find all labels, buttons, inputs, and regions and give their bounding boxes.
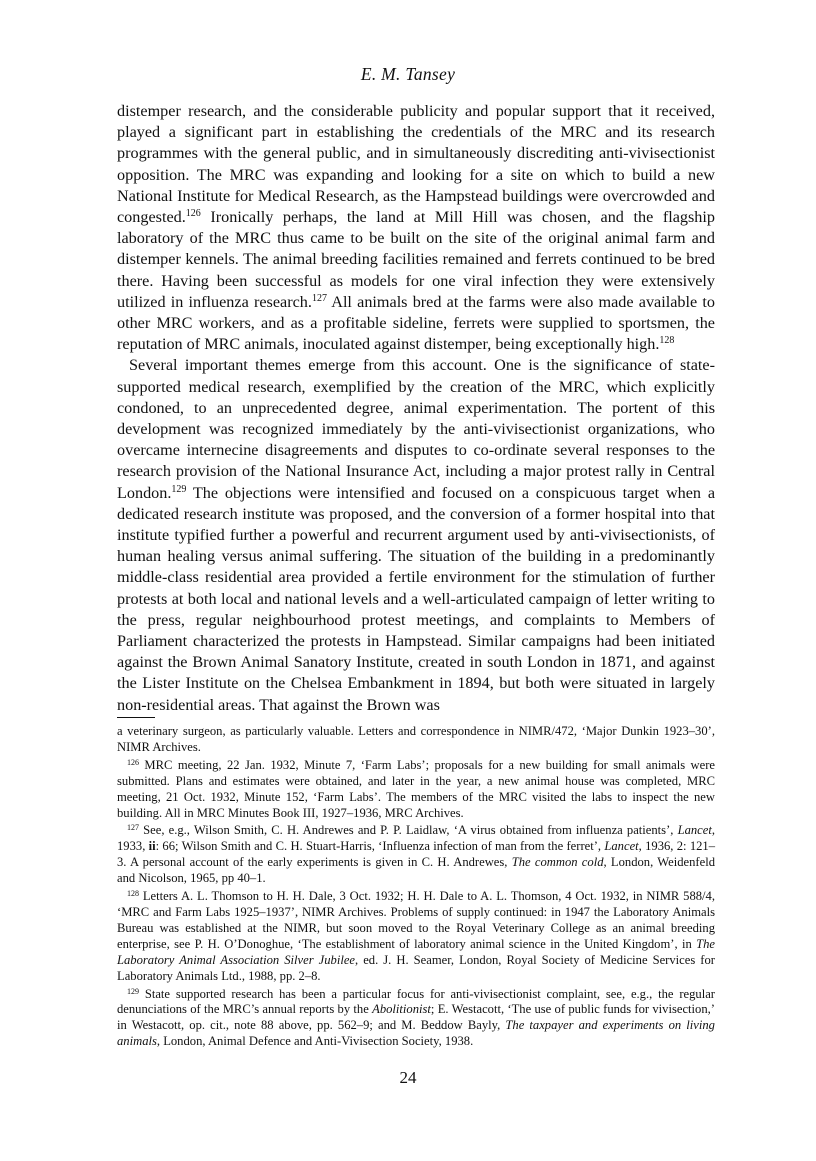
footnote-continued: a veterinary surgeon, as particularly valuable. Letters and correspondence in NIMR/472, ‘Major Dunkin 1923–30’, NIMR Archives.: [117, 724, 715, 754]
footnotes: [117, 724, 715, 1052]
page-number: 24: [399, 1068, 417, 1087]
footnote-ref-129[interactable]: 129: [171, 483, 187, 495]
footnote-ref-128[interactable]: 128: [659, 335, 675, 347]
paragraph-2: Several important themes emerge from this account. One is the significance of state-supported medical research, exemplified by the creation of the MRC, which explicitly condoned, to an unprecedented degree, animal experimentation. The portent of this development was recognized immediately by the anti-vivisectionist organizations, who overcame internecine disagreements and disputes to co-ordinate several responses to the research provision of the National Insurance Act, including a major protest rally in Central London.$^{129}$ The objections were intensified and focused on a conspicuous target when a dedicated research institute was proposed, and the conversion of a former hospital into that institute typified further a powerful and recurrent argument used by anti-vivisectionists, of human healing versus animal suffering. The situation of the building in a predominantly middle-class residential area provided a fertile environment for the stimulation of further protests at both local and national levels and a well-articulated campaign of letter writing to the press, regular neighbourhood protest meetings, and complaints to Members of Parliament characterized the protests in Hampstead. Similar campaigns had been initiated against the Brown Animal Sanatory Institute, created in south London in 1871, and against the Lister Institute on the Chelsea Embankment in 1894, but both were situated in largely non-residential areas. That against the Brown was: [117, 356, 715, 714]
footnote-ref-127[interactable]: 127: [311, 292, 327, 304]
footnote-ref-126[interactable]: 126: [185, 208, 201, 220]
footnote-number: 126: [127, 757, 139, 767]
footnote-number: 129: [127, 986, 139, 996]
running-head: E. M. Tansey: [360, 64, 456, 84]
footnote-divider: [117, 717, 155, 718]
footnote-128: $^{128}$ Letters A. L. Thomson to H. H. Dale, 3 Oct. 1932; H. H. Dale to A. L. Thomson, 4 Oct. 1932, in NIMR 588/4, ‘MRC and Farm Labs 1925–1937’, NIMR Archives. Problems of supply continued: in 1947 the Laboratory Animals Bureau was established at the NIMR, but soon moved to the Royal Veterinary College as an animal breeding enterprise, see P. H. O’Donoghue, ‘The establishment of laboratory animal science in the United Kingdom’, in The Laboratory Animal Association Silver Jubilee, ed. J. H. Seamer, London, Royal Society of Medicine Services for Laboratory Animals Ltd., 1988, pp. 2–8.: [117, 889, 715, 983]
paragraph-1: distemper research, and the considerable publicity and popular support that it received, played a significant part in establishing the credentials of the MRC and its research programmes with the general public, and in simultaneously discrediting anti-vivisectionist opposition. The MRC was expanding and looking for a site on which to build a new National Institute for Medical Research, as the Hampstead buildings were overcrowded and congested.$^{126}$ Ironically perhaps, the land at Mill Hill was chosen, and the flagship laboratory of the MRC thus came to be built on the site of the original animal farm and distemper kennels. The animal breeding facilities remained and ferrets continued to be bred there. Having been successful as models for one viral infection they were extensively utilized in influenza research.$^{127}$ All animals bred at the farms were also made available to other MRC workers, and as a profitable sideline, ferrets were supplied to sportsmen, the reputation of MRC animals, inoculated against distemper, being exceptionally high.$^{128}$: [117, 102, 715, 354]
footnote-127: $^{127}$ See, e.g., Wilson Smith, C. H. Andrewes and P. P. Laidlaw, ‘A virus obtained from influenza patients’, Lancet, 1933, ii: 66; Wilson Smith and C. H. Stuart-Harris, ‘Influenza infection of man from the ferret’, Lancet, 1936, 2: 121–3. A personal account of the early experiments is given in C. H. Andrewes, The common cold, London, Weidenfeld and Nicolson, 1965, pp 40–1.: [117, 823, 716, 886]
footnote-number: 128: [127, 889, 139, 899]
footnote-number: 127: [127, 823, 139, 833]
body-text: [117, 101, 715, 716]
footnote-126: $^{126}$ MRC meeting, 22 Jan. 1932, Minute 7, ‘Farm Labs’; proposals for a new building for small animals were submitted. Plans and estimates were obtained, and later in the year, a new animal house was completed, MRC meeting, 21 Oct. 1932, Minute 152, ‘Farm Labs’. The members of the MRC visited the labs to inspect the new building. All in MRC Minutes Book III, 1927–1936, MRC Archives.: [117, 757, 715, 820]
footnote-129: $^{129}$ State supported research has been a particular focus for anti-vivisectionist complaint, see, e.g., the regular denunciations of the MRC’s annual reports by the Abolitionist; E. Westacott, ‘The use of public funds for vivisection,’ in Westacott, op. cit., note 88 above, pp. 562–9; and M. Beddow Bayly, The taxpayer and experiments on living animals, London, Animal Defence and Anti-Vivisection Society, 1938.: [117, 986, 715, 1049]
